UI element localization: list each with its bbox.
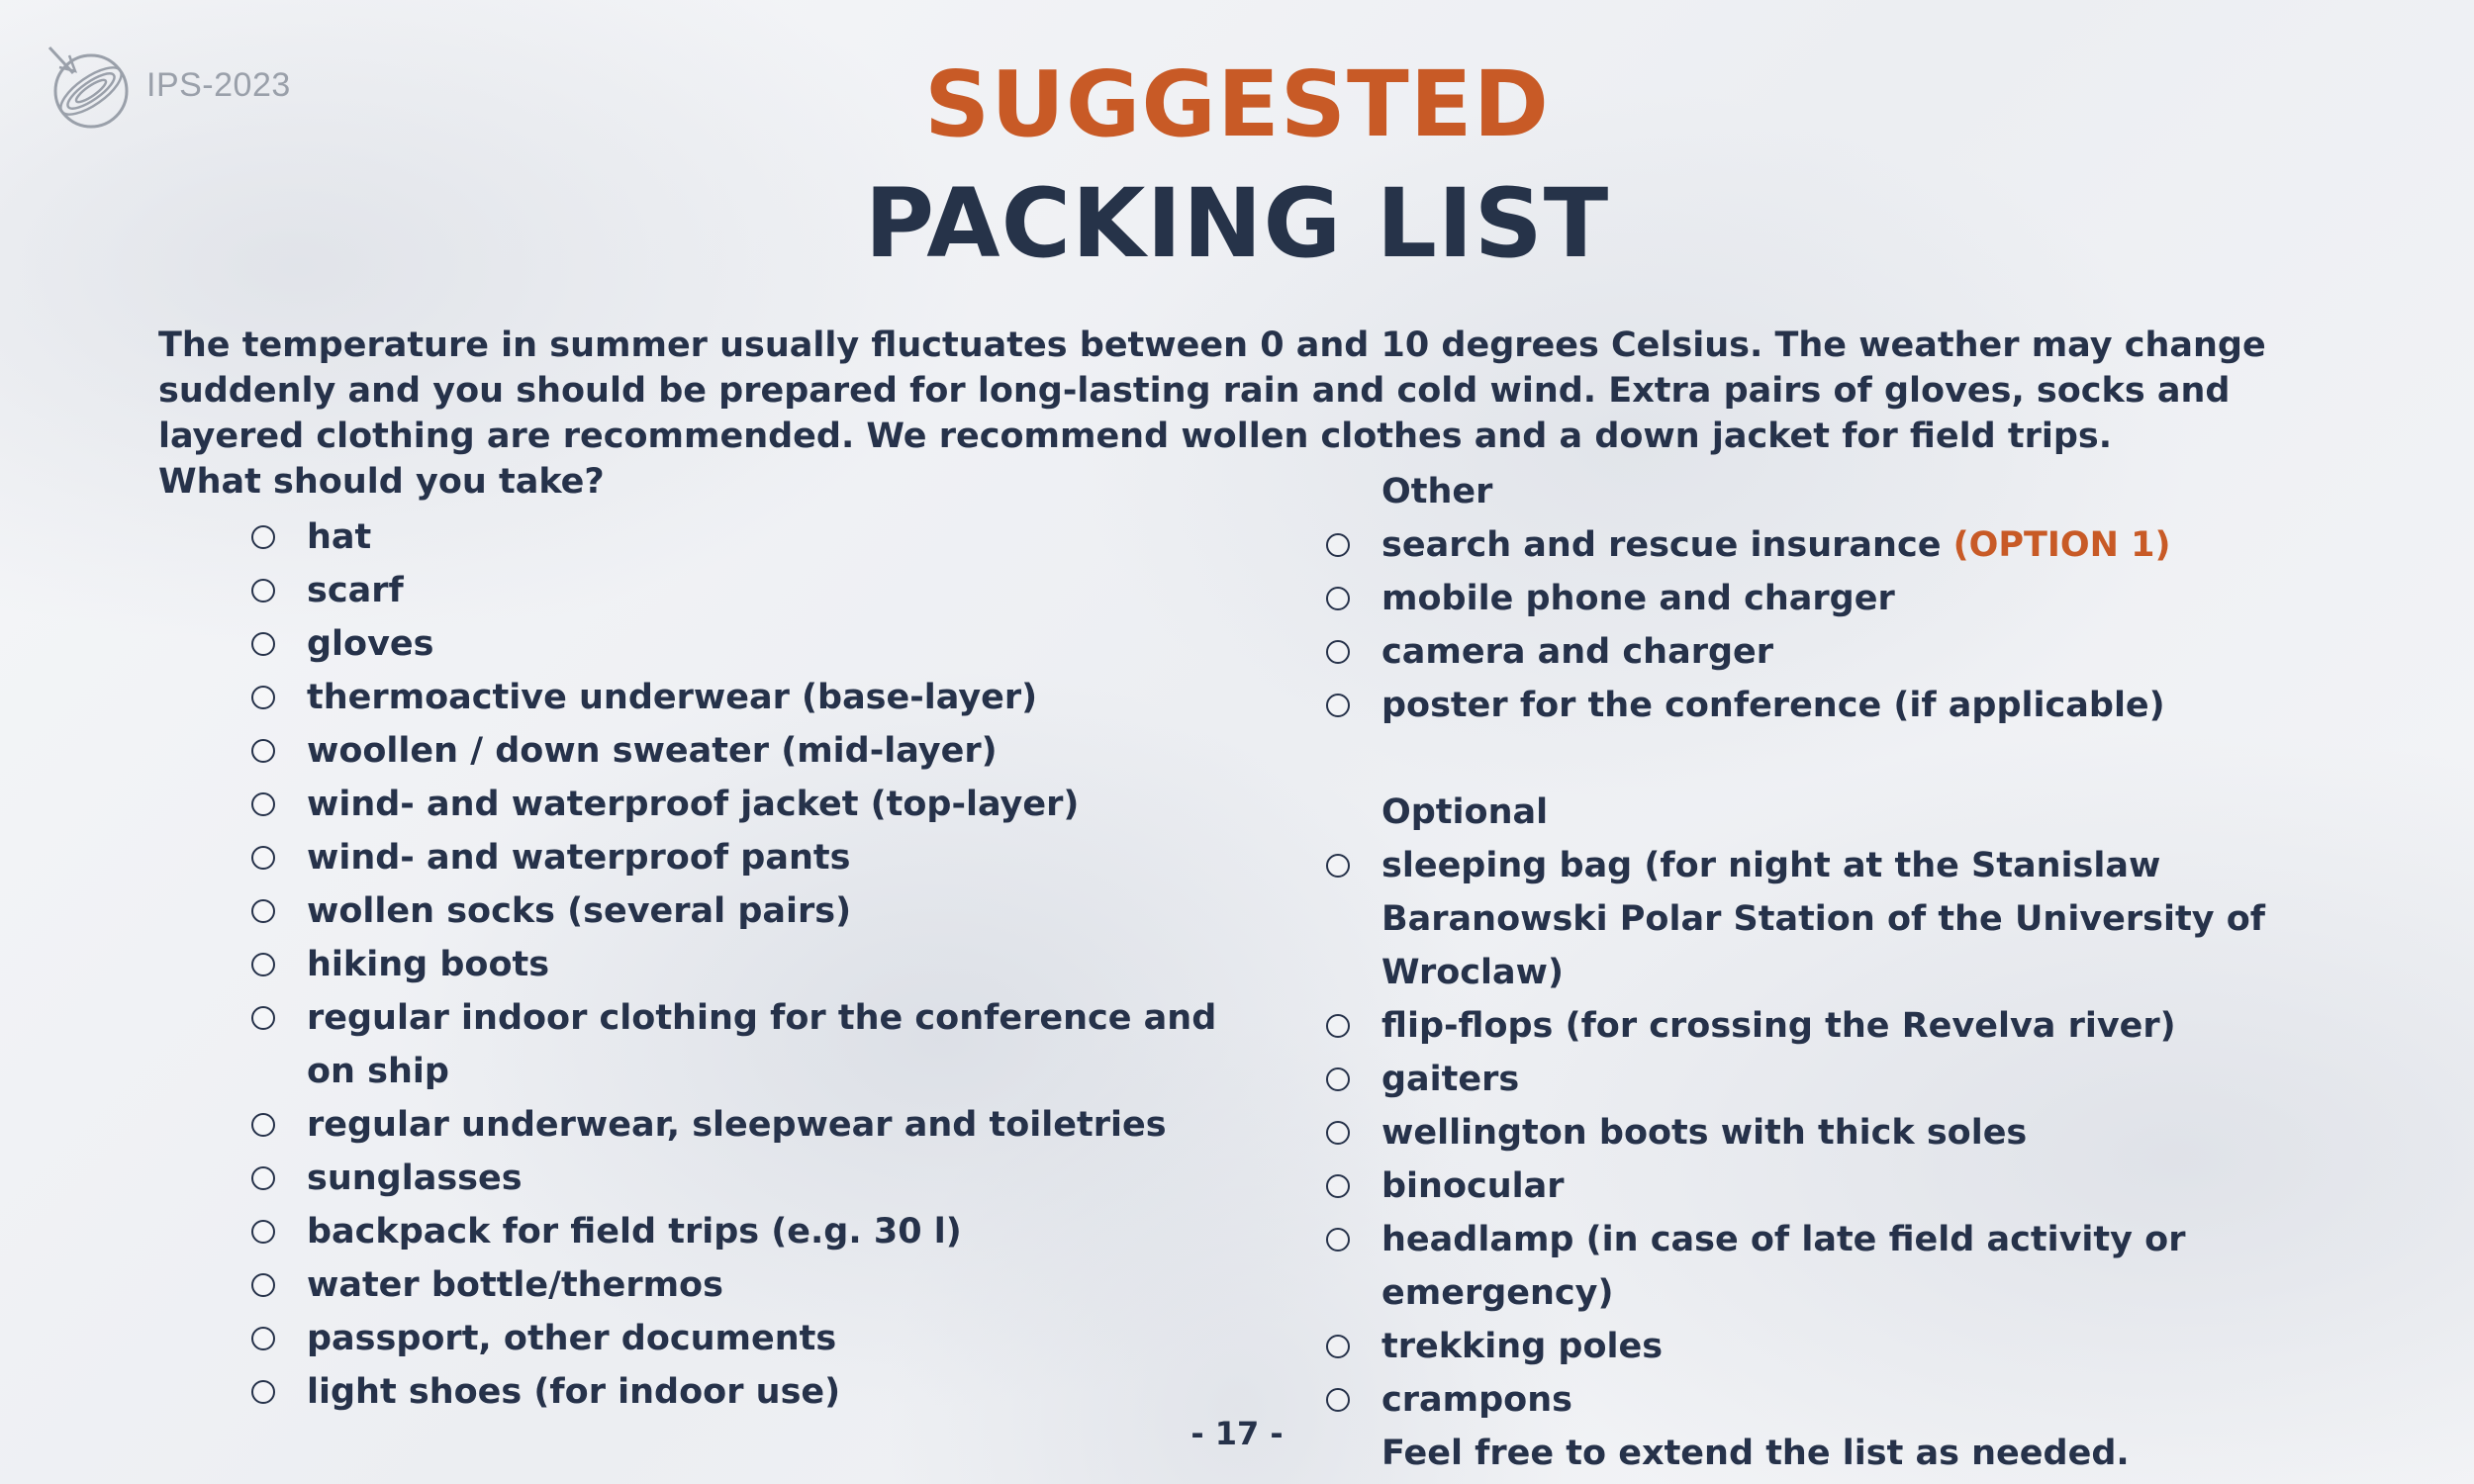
list-item (247, 1152, 1267, 1205)
title-suggested: SUGGESTED (923, 51, 1551, 157)
list-item (1322, 625, 2391, 679)
checkbox-circle[interactable] (251, 1273, 275, 1297)
checkbox-circle[interactable] (1326, 1228, 1350, 1252)
list-item (247, 1098, 1267, 1152)
list-item-text: wellington boots with thick soles (1381, 1113, 2028, 1153)
list-item (247, 1312, 1267, 1365)
extra-packing-lists (1322, 465, 2391, 1480)
list-item-text: regular underwear, sleepwear and toiletries (307, 1105, 1167, 1145)
list-item-text: wollen socks (several pairs) (307, 891, 852, 931)
checkbox-circle[interactable] (1326, 533, 1350, 557)
list-item (247, 564, 1267, 617)
checkbox-circle[interactable] (1326, 1014, 1350, 1038)
list-item-text: water bottle/thermos (307, 1265, 723, 1305)
optional-list (1322, 839, 2391, 1427)
checkbox-circle[interactable] (251, 953, 275, 976)
list-item (247, 617, 1267, 671)
checkbox-circle[interactable] (251, 1220, 275, 1244)
list-item-text: backpack for field trips (e.g. 30 l) (307, 1212, 962, 1252)
list-item-text: poster for the conference (if applicable) (1381, 686, 2165, 725)
list-item (247, 938, 1267, 991)
checkbox-circle[interactable] (251, 579, 275, 603)
list-item-text: hat (307, 517, 372, 557)
list-item-text: flip-flops (for crossing the Revelva river) (1381, 1006, 2176, 1046)
checkbox-circle[interactable] (251, 686, 275, 709)
list-item-text: woollen / down sweater (mid-layer) (307, 731, 998, 771)
list-item-text: sunglasses (307, 1159, 523, 1198)
list-item (1322, 1106, 2391, 1159)
list-item (247, 724, 1267, 778)
page-number: - 17 - (1190, 1415, 1284, 1452)
list-item (247, 1365, 1267, 1419)
intro-paragraph: The temperature in summer usually fluctuates between 0 and 10 degrees Celsius. The weather may change suddenly and you should be prepared for long-lasting rain and cold wind. Extra pairs of gloves, socks and layered clothing are recommended. We recommend wollen clothes and a down jacket for field trips. (158, 325, 2266, 456)
checkbox-circle[interactable] (251, 1006, 275, 1030)
list-item (247, 671, 1267, 724)
list-item-text: hiking boots (307, 945, 550, 984)
section-gap (1322, 732, 2391, 786)
checkbox-circle[interactable] (251, 739, 275, 763)
list-item-text: wind- and waterproof jacket (top-layer) (307, 785, 1080, 824)
checkbox-circle[interactable] (251, 792, 275, 816)
list-item (247, 831, 1267, 884)
checkbox-circle[interactable] (1326, 640, 1350, 664)
other-list (1322, 518, 2391, 732)
checkbox-circle[interactable] (1326, 1121, 1350, 1145)
list-item-text: crampons (1381, 1380, 1572, 1420)
list-item (247, 510, 1267, 564)
list-item-text: passport, other documents (307, 1319, 837, 1358)
list-item-text: gloves (307, 624, 434, 664)
list-item (247, 884, 1267, 938)
checkbox-circle[interactable] (251, 1166, 275, 1190)
list-item (1322, 572, 2391, 625)
list-item-text: scarf (307, 571, 404, 610)
logo-text: IPS-2023 (146, 65, 291, 104)
other-heading: Other (1381, 472, 1493, 511)
extend-note: Feel free to extend the list as needed. (1381, 1434, 2130, 1473)
list-item (247, 991, 1267, 1098)
list-item-text: camera and charger (1381, 632, 1774, 672)
list-item (247, 1205, 1267, 1258)
checkbox-circle[interactable] (251, 899, 275, 923)
checkbox-circle[interactable] (1326, 1174, 1350, 1198)
title-packing-list: PACKING LIST (864, 168, 1610, 279)
list-item (1322, 999, 2391, 1053)
list-item-text: thermoactive underwear (base-layer) (307, 678, 1038, 717)
checkbox-circle[interactable] (251, 632, 275, 656)
insurance-text: search and rescue insurance (1381, 525, 1942, 565)
list-item (1322, 1213, 2391, 1320)
list-item (247, 1258, 1267, 1312)
checkbox-circle[interactable] (1326, 1067, 1350, 1091)
list-item (1322, 679, 2391, 732)
list-item-text: headlamp (in case of late field activity or emergency) (1381, 1220, 2186, 1313)
list-item-text: binocular (1381, 1166, 1565, 1206)
list-item-insurance (1322, 518, 2391, 572)
insurance-option: (OPTION 1) (1952, 525, 2171, 565)
checkbox-circle[interactable] (251, 1380, 275, 1404)
list-item-text (1381, 518, 2391, 572)
list-item (1322, 1159, 2391, 1213)
checkbox-circle[interactable] (1326, 1388, 1350, 1412)
list-item-text: light shoes (for indoor use) (307, 1372, 841, 1412)
list-item (1322, 1320, 2391, 1373)
intro-question: What should you take? (158, 462, 605, 502)
optional-heading: Optional (1381, 792, 1549, 832)
checkbox-circle[interactable] (251, 846, 275, 870)
main-list (247, 510, 1267, 1419)
list-item-text: sleeping bag (for night at the Stanislaw Baranowski Polar Station of the University of Wroclaw) (1381, 846, 2265, 992)
list-item-text: gaiters (1381, 1060, 1520, 1099)
checkbox-circle[interactable] (1326, 694, 1350, 717)
list-item-text: trekking poles (1381, 1327, 1664, 1366)
main-packing-list (247, 510, 1267, 1419)
list-item (1322, 839, 2391, 999)
checkbox-circle[interactable] (1326, 854, 1350, 878)
checkbox-circle[interactable] (251, 1113, 275, 1137)
list-item-text: wind- and waterproof pants (307, 838, 851, 878)
checkbox-circle[interactable] (1326, 1335, 1350, 1358)
checkbox-circle[interactable] (251, 525, 275, 549)
checkbox-circle[interactable] (1326, 587, 1350, 610)
list-item-text: regular indoor clothing for the conference and on ship (307, 998, 1217, 1091)
list-item (247, 778, 1267, 831)
checkbox-circle[interactable] (251, 1327, 275, 1350)
list-item (1322, 1053, 2391, 1106)
list-item-text: mobile phone and charger (1381, 579, 1895, 618)
